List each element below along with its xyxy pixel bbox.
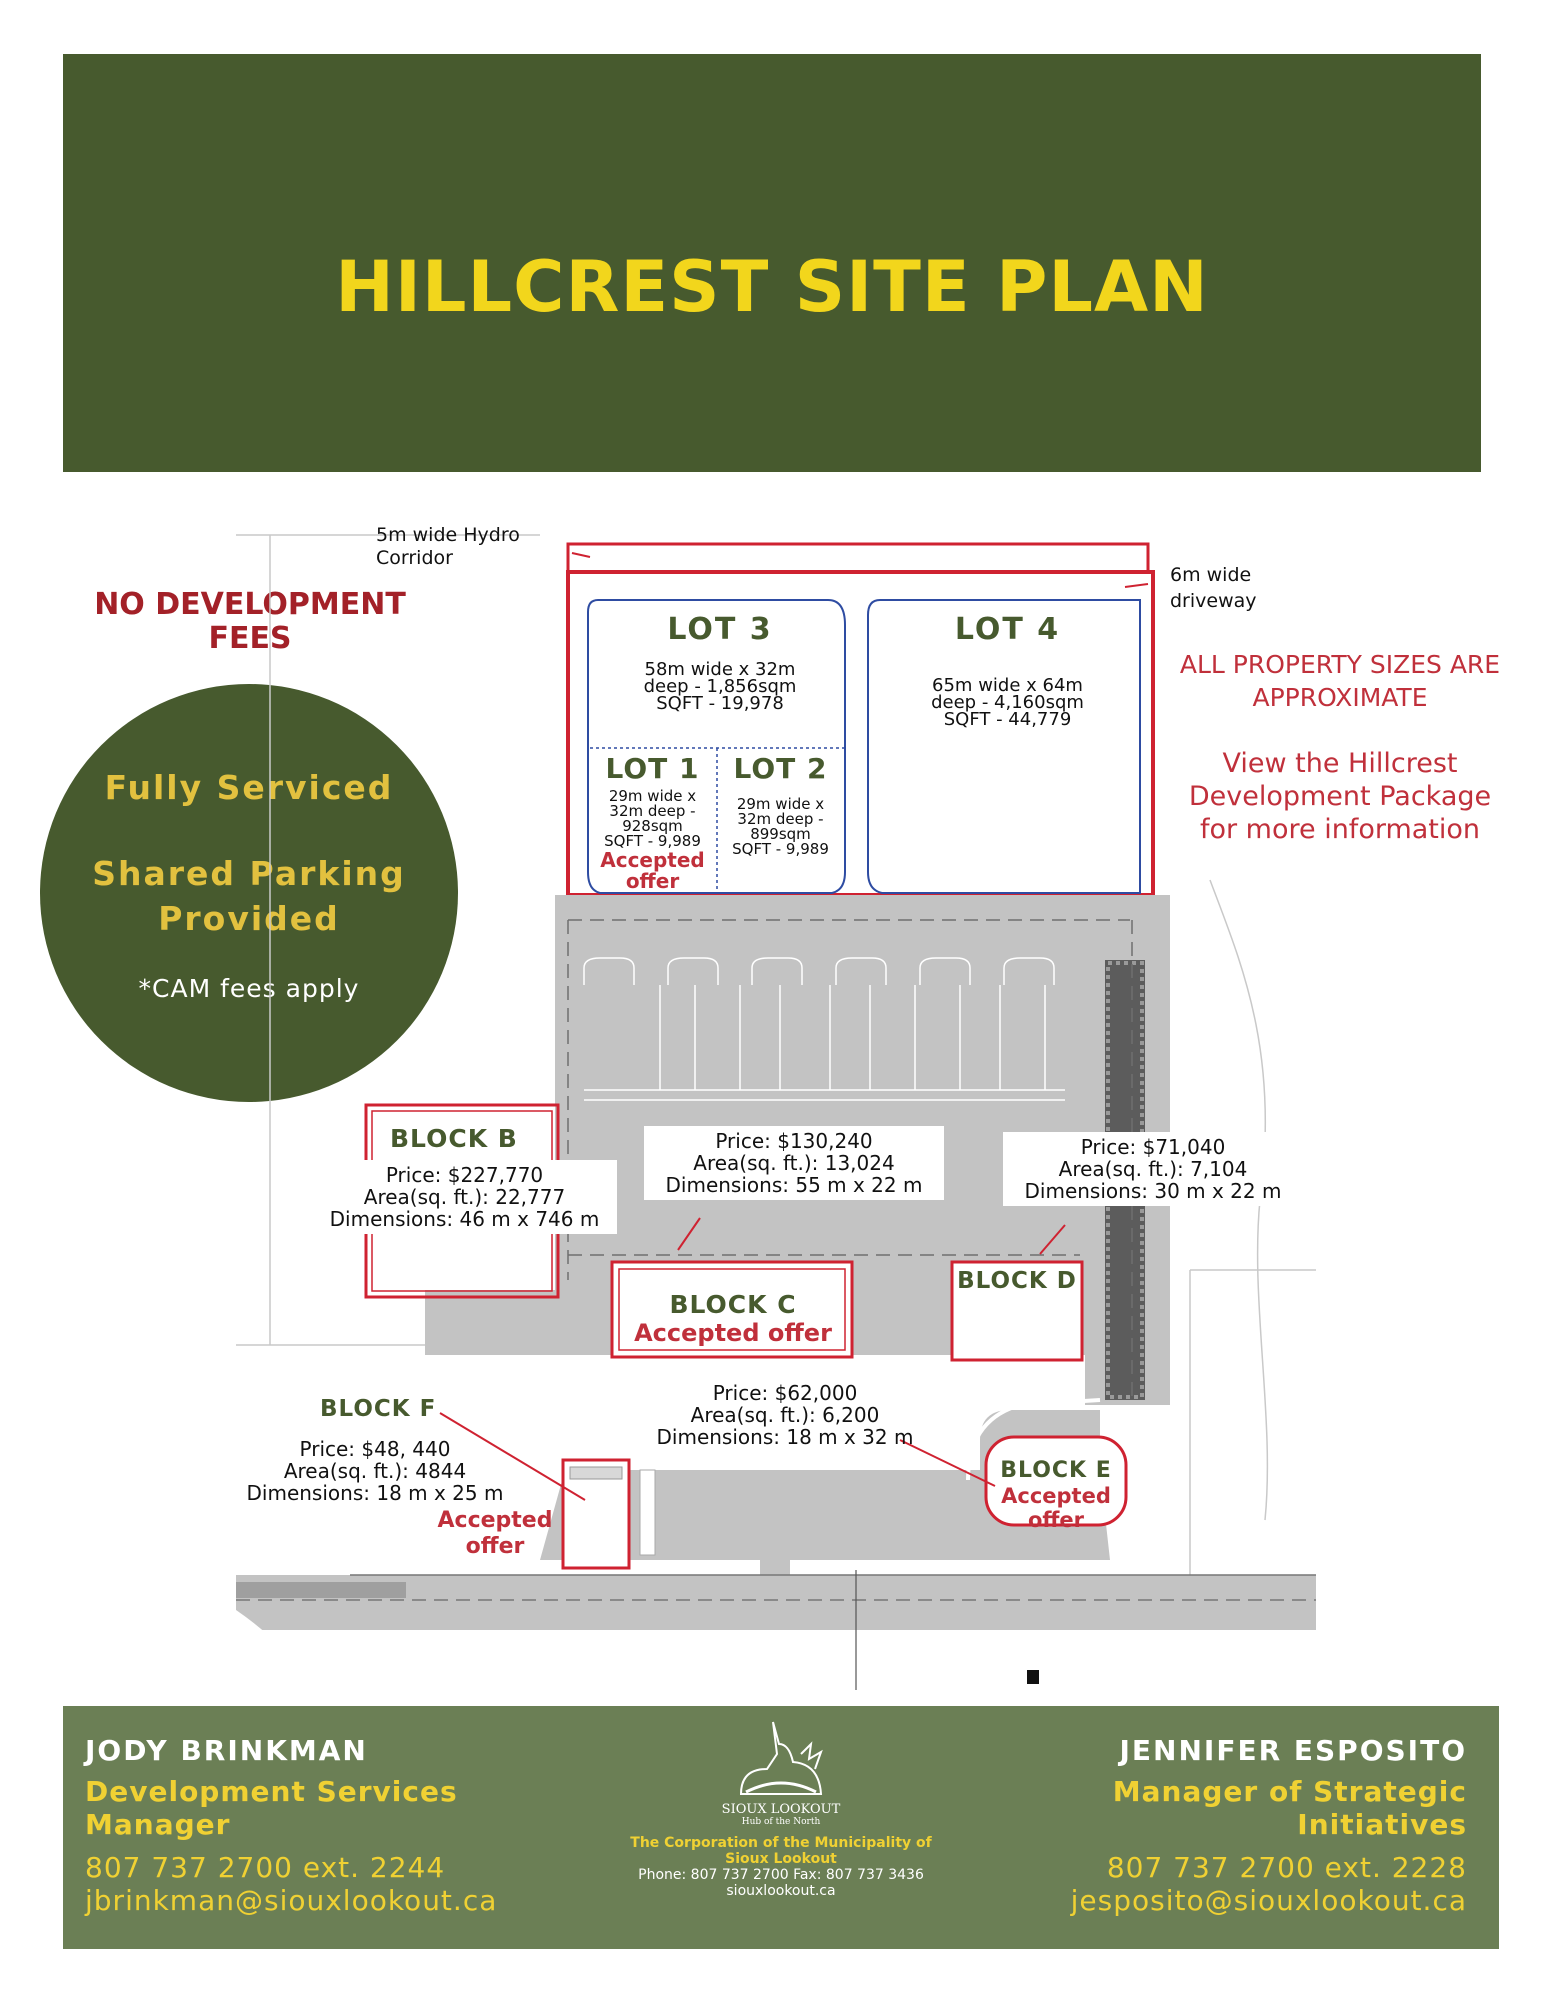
lot-4-label — [880, 612, 1135, 728]
logo-tagline: Hub of the North — [741, 1817, 821, 1827]
contact-left — [85, 1734, 497, 1917]
corp-line1: The Corporation of the Municipality of — [630, 1835, 932, 1851]
block-c-area: Area(sq. ft.): 13,024 — [693, 1151, 895, 1175]
contact-left-phone[interactable]: 807 737 2700 ext. 2244 — [85, 1851, 446, 1884]
block-e-price: Price: $62,000 — [712, 1381, 858, 1405]
hydro-corridor-label — [376, 524, 520, 570]
sioux-lookout-logo-icon — [711, 1714, 851, 1814]
contact-right-phone[interactable]: 807 737 2700 ext. 2228 — [1106, 1851, 1467, 1884]
lot-1-l1: 29m wide x — [608, 787, 697, 805]
block-f-status1: Accepted — [437, 1508, 553, 1533]
corp-line2: Sioux Lookout — [725, 1851, 837, 1867]
block-f-status2: offer — [465, 1534, 525, 1559]
lot-2-l3: 899sqm — [750, 825, 811, 843]
contact-right-role2: Initiatives — [1297, 1808, 1467, 1841]
block-f-price: Price: $48, 440 — [299, 1437, 451, 1461]
contact-right-email[interactable]: jesposito@siouxlookout.ca — [1070, 1884, 1467, 1917]
no-fees-line2: FEES — [208, 621, 292, 656]
block-c-info — [644, 1126, 944, 1200]
block-d-name: BLOCK D — [957, 1268, 1077, 1294]
lot-4-sqft: SQFT - 44,779 — [943, 709, 1072, 730]
block-e-area: Area(sq. ft.): 6,200 — [690, 1403, 880, 1427]
lot-3-label — [600, 612, 840, 712]
block-f-name: BLOCK F — [320, 1396, 437, 1422]
contact-left-role1: Development Services — [85, 1775, 458, 1808]
driveway-line1: 6m wide — [1170, 564, 1252, 586]
driveway-line2: driveway — [1170, 590, 1257, 612]
view-line3: for more information — [1199, 814, 1481, 845]
contact-left-name: JODY BRINKMAN — [85, 1734, 368, 1767]
block-b-name: BLOCK B — [390, 1124, 518, 1153]
view-line1: View the Hillcrest — [1222, 748, 1458, 779]
municipality-block — [571, 1714, 991, 1899]
block-d-area: Area(sq. ft.): 7,104 — [1058, 1157, 1248, 1181]
lot-2-l1: 29m wide x — [736, 795, 825, 813]
block-c-status: Accepted offer — [634, 1319, 832, 1347]
logo-text: SIOUX LOOKOUT — [721, 1802, 841, 1817]
block-c-label — [620, 1290, 846, 1347]
block-e-info — [630, 1382, 940, 1448]
lot-3-area: deep - 1,856sqm — [643, 676, 797, 697]
lot-1-name: LOT 1 — [605, 752, 700, 785]
hydro-line2: Corridor — [376, 547, 453, 569]
lot-1-l3: 928sqm — [622, 817, 683, 835]
page-title: HILLCREST SITE PLAN — [335, 246, 1209, 328]
contact-right-role1: Manager of Strategic — [1112, 1775, 1467, 1808]
contact-left-role2: Manager — [85, 1808, 231, 1841]
block-c-name: BLOCK C — [669, 1290, 797, 1319]
block-f-area: Area(sq. ft.): 4844 — [283, 1459, 467, 1483]
fully-serviced: Fully Serviced — [104, 768, 394, 807]
sizes-line1: ALL PROPERTY SIZES ARE — [1179, 650, 1501, 679]
lot-1-label — [590, 752, 715, 891]
block-b-price: Price: $227,770 — [385, 1163, 544, 1187]
lot-2-l4: SQFT - 9,989 — [732, 840, 829, 858]
block-d-info — [1003, 1132, 1303, 1206]
block-b-area: Area(sq. ft.): 22,777 — [363, 1185, 566, 1209]
block-b-info — [312, 1160, 617, 1234]
lot-2-label — [718, 752, 843, 857]
no-fees-line1: NO DEVELOPMENT — [94, 587, 406, 622]
lot-1-status: Accepted — [600, 848, 705, 872]
lot-4-dims: 65m wide x 64m — [932, 675, 1083, 696]
block-d-price: Price: $71,040 — [1080, 1135, 1226, 1159]
lot-2-name: LOT 2 — [733, 752, 828, 785]
block-e-status2: offer — [1027, 1508, 1085, 1532]
block-c-dims: Dimensions: 55 m x 22 m — [665, 1173, 923, 1197]
block-d-dims: Dimensions: 30 m x 22 m — [1024, 1179, 1282, 1203]
sizes-line2: APPROXIMATE — [1252, 683, 1428, 712]
shared-parking-line1: Shared Parking — [92, 854, 406, 893]
lot-1-l2: 32m deep - — [609, 802, 696, 820]
driveway-label — [1170, 562, 1257, 614]
contact-right-name: JENNIFER ESPOSITO — [1119, 1734, 1467, 1767]
contact-left-email[interactable]: jbrinkman@siouxlookout.ca — [85, 1884, 498, 1917]
lot-3-dims: 58m wide x 32m — [644, 659, 796, 680]
lot-1-status2: offer — [625, 869, 680, 893]
block-e-status1: Accepted — [1001, 1484, 1111, 1508]
shared-parking-line2: Provided — [158, 899, 340, 938]
hydro-corridor — [568, 544, 1148, 572]
lot-3-name: LOT 3 — [667, 612, 773, 647]
block-e-name: BLOCK E — [1000, 1458, 1112, 1483]
lot-2-l2: 32m deep - — [737, 810, 824, 828]
block-f-info — [240, 1438, 510, 1504]
cam-fees-note: *CAM fees apply — [138, 974, 360, 1003]
lot-4-area: deep - 4,160sqm — [931, 692, 1084, 713]
block-c-price: Price: $130,240 — [715, 1129, 873, 1153]
lot-1-l4: SQFT - 9,989 — [604, 832, 701, 850]
block-e-dims: Dimensions: 18 m x 32 m — [656, 1425, 914, 1449]
corp-website[interactable]: siouxlookout.ca — [726, 1883, 836, 1899]
block-f-status — [430, 1508, 560, 1560]
contact-footer — [63, 1706, 1499, 1949]
view-line2: Development Package — [1188, 781, 1492, 812]
block-f-dims: Dimensions: 18 m x 25 m — [246, 1481, 504, 1505]
contact-right — [1071, 1734, 1467, 1917]
block-b-dims: Dimensions: 46 m x 746 m — [329, 1207, 600, 1231]
block-e-label — [986, 1458, 1126, 1531]
lot-3-sqft: SQFT - 19,978 — [656, 693, 784, 714]
lot-4-name: LOT 4 — [954, 612, 1061, 647]
header-banner — [63, 54, 1481, 472]
corp-phone: Phone: 807 737 2700 Fax: 807 737 3436 — [638, 1867, 924, 1883]
hydro-line1: 5m wide Hydro — [376, 524, 520, 546]
